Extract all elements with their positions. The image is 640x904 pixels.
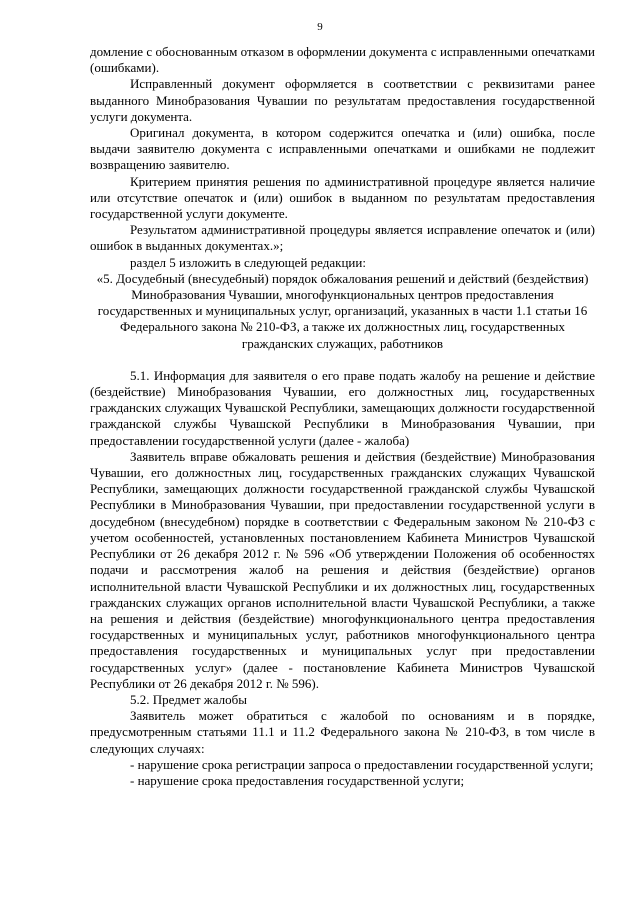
paragraph: раздел 5 изложить в следующей редакции: (130, 254, 366, 270)
document-body (90, 44, 595, 789)
paragraph: Заявитель может обратиться с жалобой по основаниям и в порядке, предусмотренным статьями 11.1 и 11.2 Федерального закона № 210-ФЗ, в том числе в следующих случаях: (90, 708, 595, 756)
paragraph: домление с обоснованным отказом в оформлении документа с исправленными опечатками (ошибками). (90, 44, 595, 76)
paragraphs-before-heading (90, 44, 595, 271)
paragraph: 5.2. Предмет жалобы (130, 691, 247, 707)
paragraph: - нарушение срока предоставления государственной услуги; (130, 772, 465, 788)
paragraph: Критерием принятия решения по административной процедуре является наличие или отсутствие опечаток и (или) ошибок в выданном по результатам предоставления государственной услуги документе. (90, 173, 595, 222)
page-number: 9 (317, 21, 323, 33)
paragraph: Оригинал документа, в котором содержится опечатка и (или) ошибка, после выдачи заявителю документа с исправленными опечатками и ошибками не подлежит возвращению заявителю. (90, 125, 595, 173)
paragraph: 5.1. Информация для заявителя о его праве подать жалобу на решение и действие (бездействие) Минобразования Чувашии, его должностных лиц, государственных гражданских служащих Чувашской Республики, замещающих должности государственной гражданской службы Чувашской Республики в Минобразования Чувашии, при предоставлении государственной услуги (далее - жалоба) (90, 367, 595, 448)
section-heading-block (90, 271, 595, 352)
section-5-heading: «5. Досудебный (внесудебный) порядок обжалования решений и действий (бездействия) Минобразования Чувашии, многофункциональных центров предоставления государственных и муниципальных услуг, организаций, указанных в части 1.1 статьи 16 Федерального закона № 210-ФЗ, а также их должностных лиц, государственных гражданских служащих, работников (96, 270, 589, 351)
paragraph: Исправленный документ оформляется в соответствии с реквизитами ранее выданного Минобразования Чувашии по результатам предоставления государственной услуги документа. (90, 76, 595, 124)
paragraph: Результатом административной процедуры является исправление опечаток и (или) ошибок в выданных документах.»; (90, 222, 595, 254)
paragraph: Заявитель вправе обжаловать решения и действия (бездействие) Минобразования Чувашии, его должностных лиц, государственных гражданских служащих Чувашской Республики, замещающих должности государственной гражданской службы Чувашской Республики в Минобразования Чувашии, при предоставлении государственной услуги в досудебном (внесудебном) порядке в соответствии с Федеральным законом № 210-ФЗ с учетом особенностей, установленных постановлением Кабинета Министров Чувашской Республики от 26 декабря 2012 г. № 596 «Об утверждении Положения об особенностях подачи и рассмотрения жалоб на решения и действия (бездействие) органов исполнительной власти Чувашской Республики и их должностных лиц, государственных гражданских служащих органов исполнительной власти Чувашской Республики, а также на решения и действия (бездействие) многофункционального центра предоставления государственных и муниципальных услуг, работников многофункционального центра предоставления государственных и муниципальных услуг при предоставлении государственных услуг» (далее - постановление Кабинета Министров Чувашской Республики от 26 декабря 2012 г. № 596). (90, 448, 595, 691)
paragraph: - нарушение срока регистрации запроса о предоставлении государственной услуги; (130, 756, 594, 772)
paragraphs-after-heading (90, 368, 595, 789)
